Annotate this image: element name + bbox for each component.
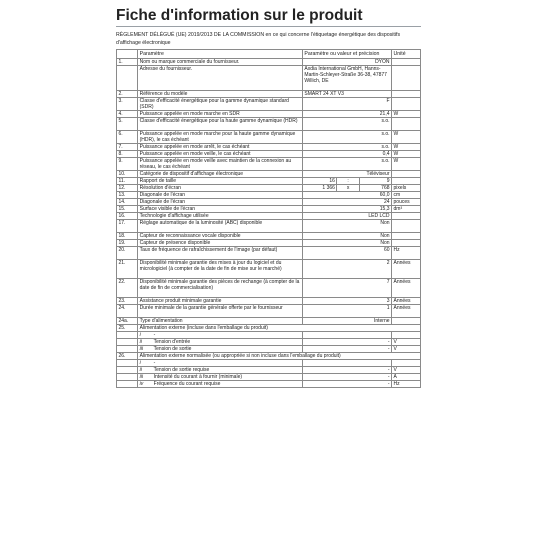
table-row [117, 199, 421, 206]
row-number: 25. [117, 325, 138, 332]
row-unit: V [392, 339, 421, 346]
row-value: 2 [302, 260, 391, 279]
row-unit: W [392, 151, 421, 158]
row-number: 15. [117, 206, 138, 213]
table-row [117, 346, 421, 353]
row-value: s.o. [302, 118, 391, 131]
row-unit [392, 332, 421, 339]
page-title: Fiche d'information sur le produit [116, 7, 363, 24]
row-description: Puissance appelée en mode marche pour la haute gamme dynamique (HDR), le cas échéant [138, 131, 303, 144]
row-number: 12. [117, 185, 138, 192]
table-row [117, 332, 421, 339]
row-description: Diagonale de l'écran [138, 192, 303, 199]
product-information-sheet [116, 0, 421, 388]
table-row [117, 111, 421, 118]
row-sub-index: iii [139, 374, 143, 380]
table-row [117, 144, 421, 151]
row-description [138, 374, 303, 381]
row-value [302, 332, 391, 339]
row-description: Surface visible de l'écran [138, 206, 303, 213]
row-number: 17. [117, 220, 138, 233]
table-row [117, 360, 421, 367]
table-row [117, 325, 421, 332]
row-value-a: 16 [302, 178, 337, 185]
header-parameter: Paramètre [138, 50, 303, 59]
table-row [117, 151, 421, 158]
row-unit [392, 213, 421, 220]
row-value-c: 768 [359, 185, 391, 192]
row-number: 24. [117, 305, 138, 318]
row-unit [392, 178, 421, 185]
row-description: Diagonale de l'écran [138, 199, 303, 206]
row-number: 8. [117, 151, 138, 158]
row-value: - [302, 374, 391, 381]
row-unit [392, 240, 421, 247]
table-row [117, 185, 421, 192]
row-value: LED LCD [302, 213, 391, 220]
header-number [117, 50, 138, 59]
table-row [117, 178, 421, 185]
row-description [138, 339, 303, 346]
row-sub-index: i [139, 360, 141, 366]
row-value: Non [302, 220, 391, 233]
row-number [117, 332, 138, 339]
table-row [117, 158, 421, 171]
row-unit: V [392, 346, 421, 353]
row-unit [392, 59, 421, 66]
row-number [117, 66, 138, 91]
row-description: Puissance appelée en mode veille, le cas échéant [138, 151, 303, 158]
row-unit: Hz [392, 381, 421, 388]
row-description-text: Fréquence du courant requise [153, 381, 221, 387]
header-value: Paramètre ou valeur et précision [302, 50, 391, 59]
row-description: Technologie d'affichage utilisée [138, 213, 303, 220]
row-number: 11. [117, 178, 138, 185]
row-number: 19. [117, 240, 138, 247]
table-row [117, 279, 421, 298]
row-description: Adresse du fournisseur. [138, 66, 303, 91]
row-description: Puissance appelée en mode veille avec maintien de la connexion au réseau, le cas échéant [138, 158, 303, 171]
row-section-label: Alimentation externe (incluse dans l'emballage du produit) [138, 325, 421, 332]
table-row [117, 339, 421, 346]
row-value: Non [302, 240, 391, 247]
row-number: 24a. [117, 318, 138, 325]
table-row [117, 305, 421, 318]
row-number: 16. [117, 213, 138, 220]
table-row [117, 213, 421, 220]
row-description: Capteur de présence disponible [138, 240, 303, 247]
row-description: Rapport de taille [138, 178, 303, 185]
row-unit: W [392, 158, 421, 171]
row-unit [392, 98, 421, 111]
row-description-text: Tension de sortie requise [153, 367, 210, 373]
table-row [117, 220, 421, 233]
row-value: 1 [302, 305, 391, 318]
row-value: 21,4 [302, 111, 391, 118]
row-description-text: Intensité du courant à fournir (minimale) [153, 374, 243, 380]
row-value: DYON [302, 59, 391, 66]
row-number: 5. [117, 118, 138, 131]
row-value: s.o. [302, 144, 391, 151]
row-description [138, 346, 303, 353]
row-value-a: 1 366 [302, 185, 337, 192]
header-unit: Unité [392, 50, 421, 59]
row-number: 20. [117, 247, 138, 260]
row-unit [392, 118, 421, 131]
row-unit [392, 91, 421, 98]
row-number [117, 346, 138, 353]
row-unit: A [392, 374, 421, 381]
table-body [117, 59, 421, 388]
row-description: Taux de fréquence de rafraîchissement de l'image (par défaut) [138, 247, 303, 260]
table-row [117, 66, 421, 91]
table-row [117, 171, 421, 178]
row-number: 23. [117, 298, 138, 305]
row-number: 2. [117, 91, 138, 98]
row-description: Classe d'efficacité énergétique pour la gamme dynamique standard (SDR) [138, 98, 303, 111]
row-value: 3 [302, 298, 391, 305]
row-description: Classe d'efficacité énergétique pour la haute gamme dynamique (HDR) [138, 118, 303, 131]
row-value-c: 9 [359, 178, 391, 185]
row-value: Non [302, 233, 391, 240]
row-number [117, 367, 138, 374]
table-row [117, 367, 421, 374]
row-unit: dm³ [392, 206, 421, 213]
row-number: 22. [117, 279, 138, 298]
row-description: Puissance appelée en mode arrêt, le cas échéant [138, 144, 303, 151]
row-unit: Années [392, 298, 421, 305]
row-unit: Hz [392, 247, 421, 260]
row-number: 3. [117, 98, 138, 111]
row-description [138, 367, 303, 374]
row-unit [392, 360, 421, 367]
table-row [117, 381, 421, 388]
table-row [117, 59, 421, 66]
row-value-separator: : [337, 178, 359, 185]
row-value: - [302, 367, 391, 374]
row-value: Interne [302, 318, 391, 325]
row-value: SMART 24 XT V3 [302, 91, 391, 98]
row-description [138, 332, 303, 339]
row-value: 60 [302, 247, 391, 260]
table-row [117, 318, 421, 325]
table-row [117, 353, 421, 360]
row-description: Type d'alimentation [138, 318, 303, 325]
row-number: 21. [117, 260, 138, 279]
row-number [117, 339, 138, 346]
row-unit: Années [392, 279, 421, 298]
row-unit: pixels [392, 185, 421, 192]
row-unit: pouces [392, 199, 421, 206]
row-number: 18. [117, 233, 138, 240]
row-sub-index: ii [139, 339, 142, 345]
row-unit [392, 233, 421, 240]
row-value: Téléviseur [302, 171, 391, 178]
row-number: 7. [117, 144, 138, 151]
row-description: Nom ou marque commerciale du fournisseur. [138, 59, 303, 66]
row-description [138, 360, 303, 367]
row-description: Durée minimale de la garantie générale offerte par le fournisseur [138, 305, 303, 318]
row-value [302, 360, 391, 367]
row-number: 6. [117, 131, 138, 144]
row-number: 14. [117, 199, 138, 206]
table-row [117, 192, 421, 199]
row-description-text: Tension d'entrée [153, 339, 191, 345]
table-row [117, 206, 421, 213]
row-sub-index: iii [139, 346, 143, 352]
row-unit: Années [392, 305, 421, 318]
table-row [117, 240, 421, 247]
row-description: Puissance appelée en mode marche en SDR [138, 111, 303, 118]
row-number: 4. [117, 111, 138, 118]
table-row [117, 91, 421, 98]
row-number [117, 374, 138, 381]
row-value: 60,0 [302, 192, 391, 199]
row-value: s.o. [302, 131, 391, 144]
row-value: - [302, 381, 391, 388]
row-description-text: - [153, 332, 156, 338]
table-header-row [117, 50, 421, 59]
row-value: F [302, 98, 391, 111]
row-value: 0,4 [302, 151, 391, 158]
row-unit: V [392, 367, 421, 374]
row-description: Réglage automatique de la luminosité (ABC) disponible [138, 220, 303, 233]
row-description: Assistance produit minimale garantie [138, 298, 303, 305]
row-value: s.o. [302, 158, 391, 171]
row-unit [392, 220, 421, 233]
table-row [117, 118, 421, 131]
row-sub-index: iv [139, 381, 144, 387]
table-row [117, 233, 421, 240]
row-description [138, 381, 303, 388]
regulation-intro: RÈGLEMENT DÉLÉGUÉ (UE) 2019/2013 DE LA COMMISSION en ce qui concerne l'étiquetage énergétique des dispositifs d'affichage électronique [116, 32, 401, 46]
row-description-text: - [153, 360, 156, 366]
row-description: Résolution d'écran [138, 185, 303, 192]
row-section-label: Alimentation externe normalisée (ou appropriée si non incluse dans l'emballage du produit) [138, 353, 421, 360]
row-description: Référence du modèle [138, 91, 303, 98]
row-description: Catégorie de dispositif d'affichage électronique [138, 171, 303, 178]
row-description: Disponibilité minimale garantie des pièces de rechange (à compter de la date de fin de commercialisation) [138, 279, 303, 298]
table-row [117, 260, 421, 279]
row-unit: W [392, 131, 421, 144]
title-divider [116, 26, 421, 27]
row-value: - [302, 339, 391, 346]
row-unit: W [392, 111, 421, 118]
row-value: Axdia International GmbH, Hanns-Martin-Schleyer-Straße 36-38, 47877 Willich, DE [302, 66, 391, 91]
row-number: 13. [117, 192, 138, 199]
row-unit: W [392, 144, 421, 151]
row-number: 9. [117, 158, 138, 171]
row-unit [392, 171, 421, 178]
row-value: 15,3 [302, 206, 391, 213]
table-row [117, 131, 421, 144]
row-value: - [302, 346, 391, 353]
row-value: 24 [302, 199, 391, 206]
row-sub-index: ii [139, 367, 142, 373]
row-number: 26. [117, 353, 138, 360]
row-unit [392, 66, 421, 91]
row-number: 10. [117, 171, 138, 178]
table-row [117, 247, 421, 260]
product-data-table [116, 49, 421, 388]
row-value: 7 [302, 279, 391, 298]
row-sub-index: i [139, 332, 141, 338]
row-description: Disponibilité minimale garantie des mises à jour du logiciel et du micrologiciel (à compter de la date de fin de mise sur le marché) [138, 260, 303, 279]
row-number: 1. [117, 59, 138, 66]
row-description-text: Tension de sortie [153, 346, 192, 352]
row-description: Capteur de reconnaissance vocale disponible [138, 233, 303, 240]
table-row [117, 298, 421, 305]
table-row [117, 98, 421, 111]
row-unit: cm [392, 192, 421, 199]
row-value-separator: x [337, 185, 359, 192]
row-number [117, 360, 138, 367]
table-row [117, 374, 421, 381]
row-unit: Années [392, 260, 421, 279]
row-number [117, 381, 138, 388]
row-unit [392, 318, 421, 325]
